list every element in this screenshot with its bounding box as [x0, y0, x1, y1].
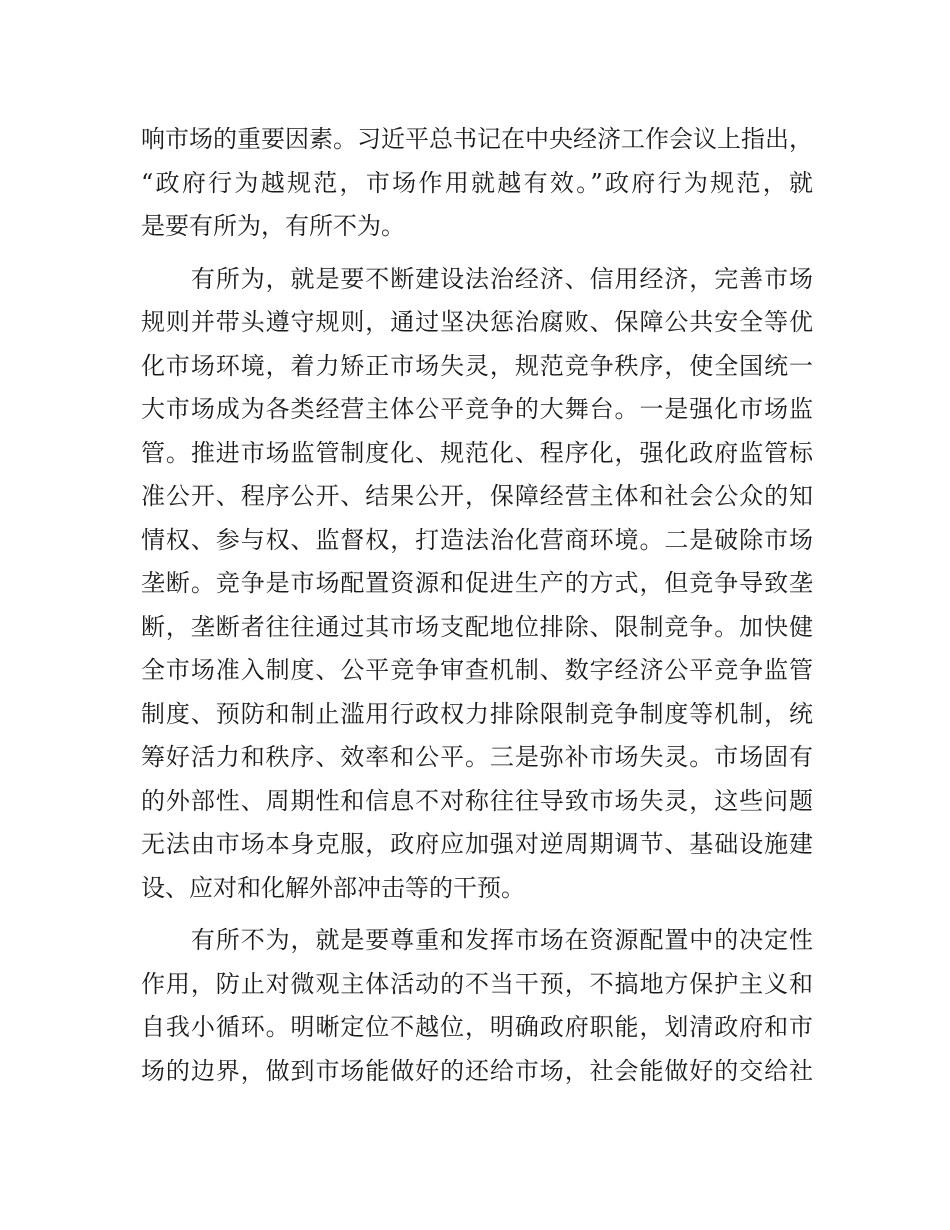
- text-line: 自我小循环。明晰定位不越位，明确政府职能，划清政府和市: [141, 1013, 813, 1041]
- text-line: 管。推进市场监管制度化、规范化、程序化，强化政府监管标: [141, 438, 813, 467]
- text-line: 化市场环境，着力矫正市场失灵，规范竞争秩序，使全国统一: [141, 351, 813, 380]
- text-line: 作用，防止对微观主体活动的不当干预，不搞地方保护主义和: [141, 969, 813, 998]
- text-line: 的外部性、周期性和信息不对称往往导致市场失灵，这些问题: [141, 786, 813, 815]
- text-line: 筹好活力和秩序、效率和公平。三是弥补市场失灵。市场固有: [141, 743, 813, 771]
- text-line: 全市场准入制度、公平竞争审查机制、数字经济公平竞争监管: [141, 656, 813, 684]
- document-body: [141, 118, 813, 1102]
- text-line: 垄断。竞争是市场配置资源和促进生产的方式，但竞争导致垄: [141, 569, 813, 597]
- text-line: 有所为，就是要不断建设法治经济、信用经济，完善市场: [141, 264, 813, 293]
- text-line: 是要有所为，有所不为。: [141, 212, 405, 240]
- text-line: 情权、参与权、监督权，打造法治化营商环境。二是破除市场: [141, 525, 813, 554]
- text-line: 有所不为，就是要尊重和发挥市场在资源配置中的决定性: [141, 926, 813, 954]
- text-line: 无法由市场本身克服，政府应加强对逆周期调节、基础设施建: [141, 830, 813, 858]
- text-line: 准公开、程序公开、结果公开，保障经营主体和社会公众的知: [141, 482, 813, 510]
- text-line: 规则并带头遵守规则，通过坚决惩治腐败、保障公共安全等优: [141, 308, 813, 336]
- paragraph-3: [141, 919, 813, 1093]
- text-line: 响市场的重要因素。习近平总书记在中央经济工作会议上指出，: [141, 125, 813, 153]
- paragraph-2: [141, 258, 813, 911]
- text-line: 大市场成为各类经营主体公平竞争的大舞台。一是强化市场监: [141, 395, 813, 423]
- text-line: 制度、预防和制止滥用行政权力排除限制竞争制度等机制，统: [141, 699, 813, 728]
- paragraph-1: [141, 118, 813, 249]
- text-line: 场的边界，做到市场能做好的还给市场，社会能做好的交给社: [141, 1056, 813, 1085]
- text-line: 设、应对和化解外部冲击等的干预。: [141, 873, 525, 902]
- text-line: 断，垄断者往往通过其市场支配地位排除、限制竞争。加快健: [141, 612, 813, 641]
- text-line: “政府行为越规范，市场作用就越有效。”政府行为规范，就: [141, 168, 813, 197]
